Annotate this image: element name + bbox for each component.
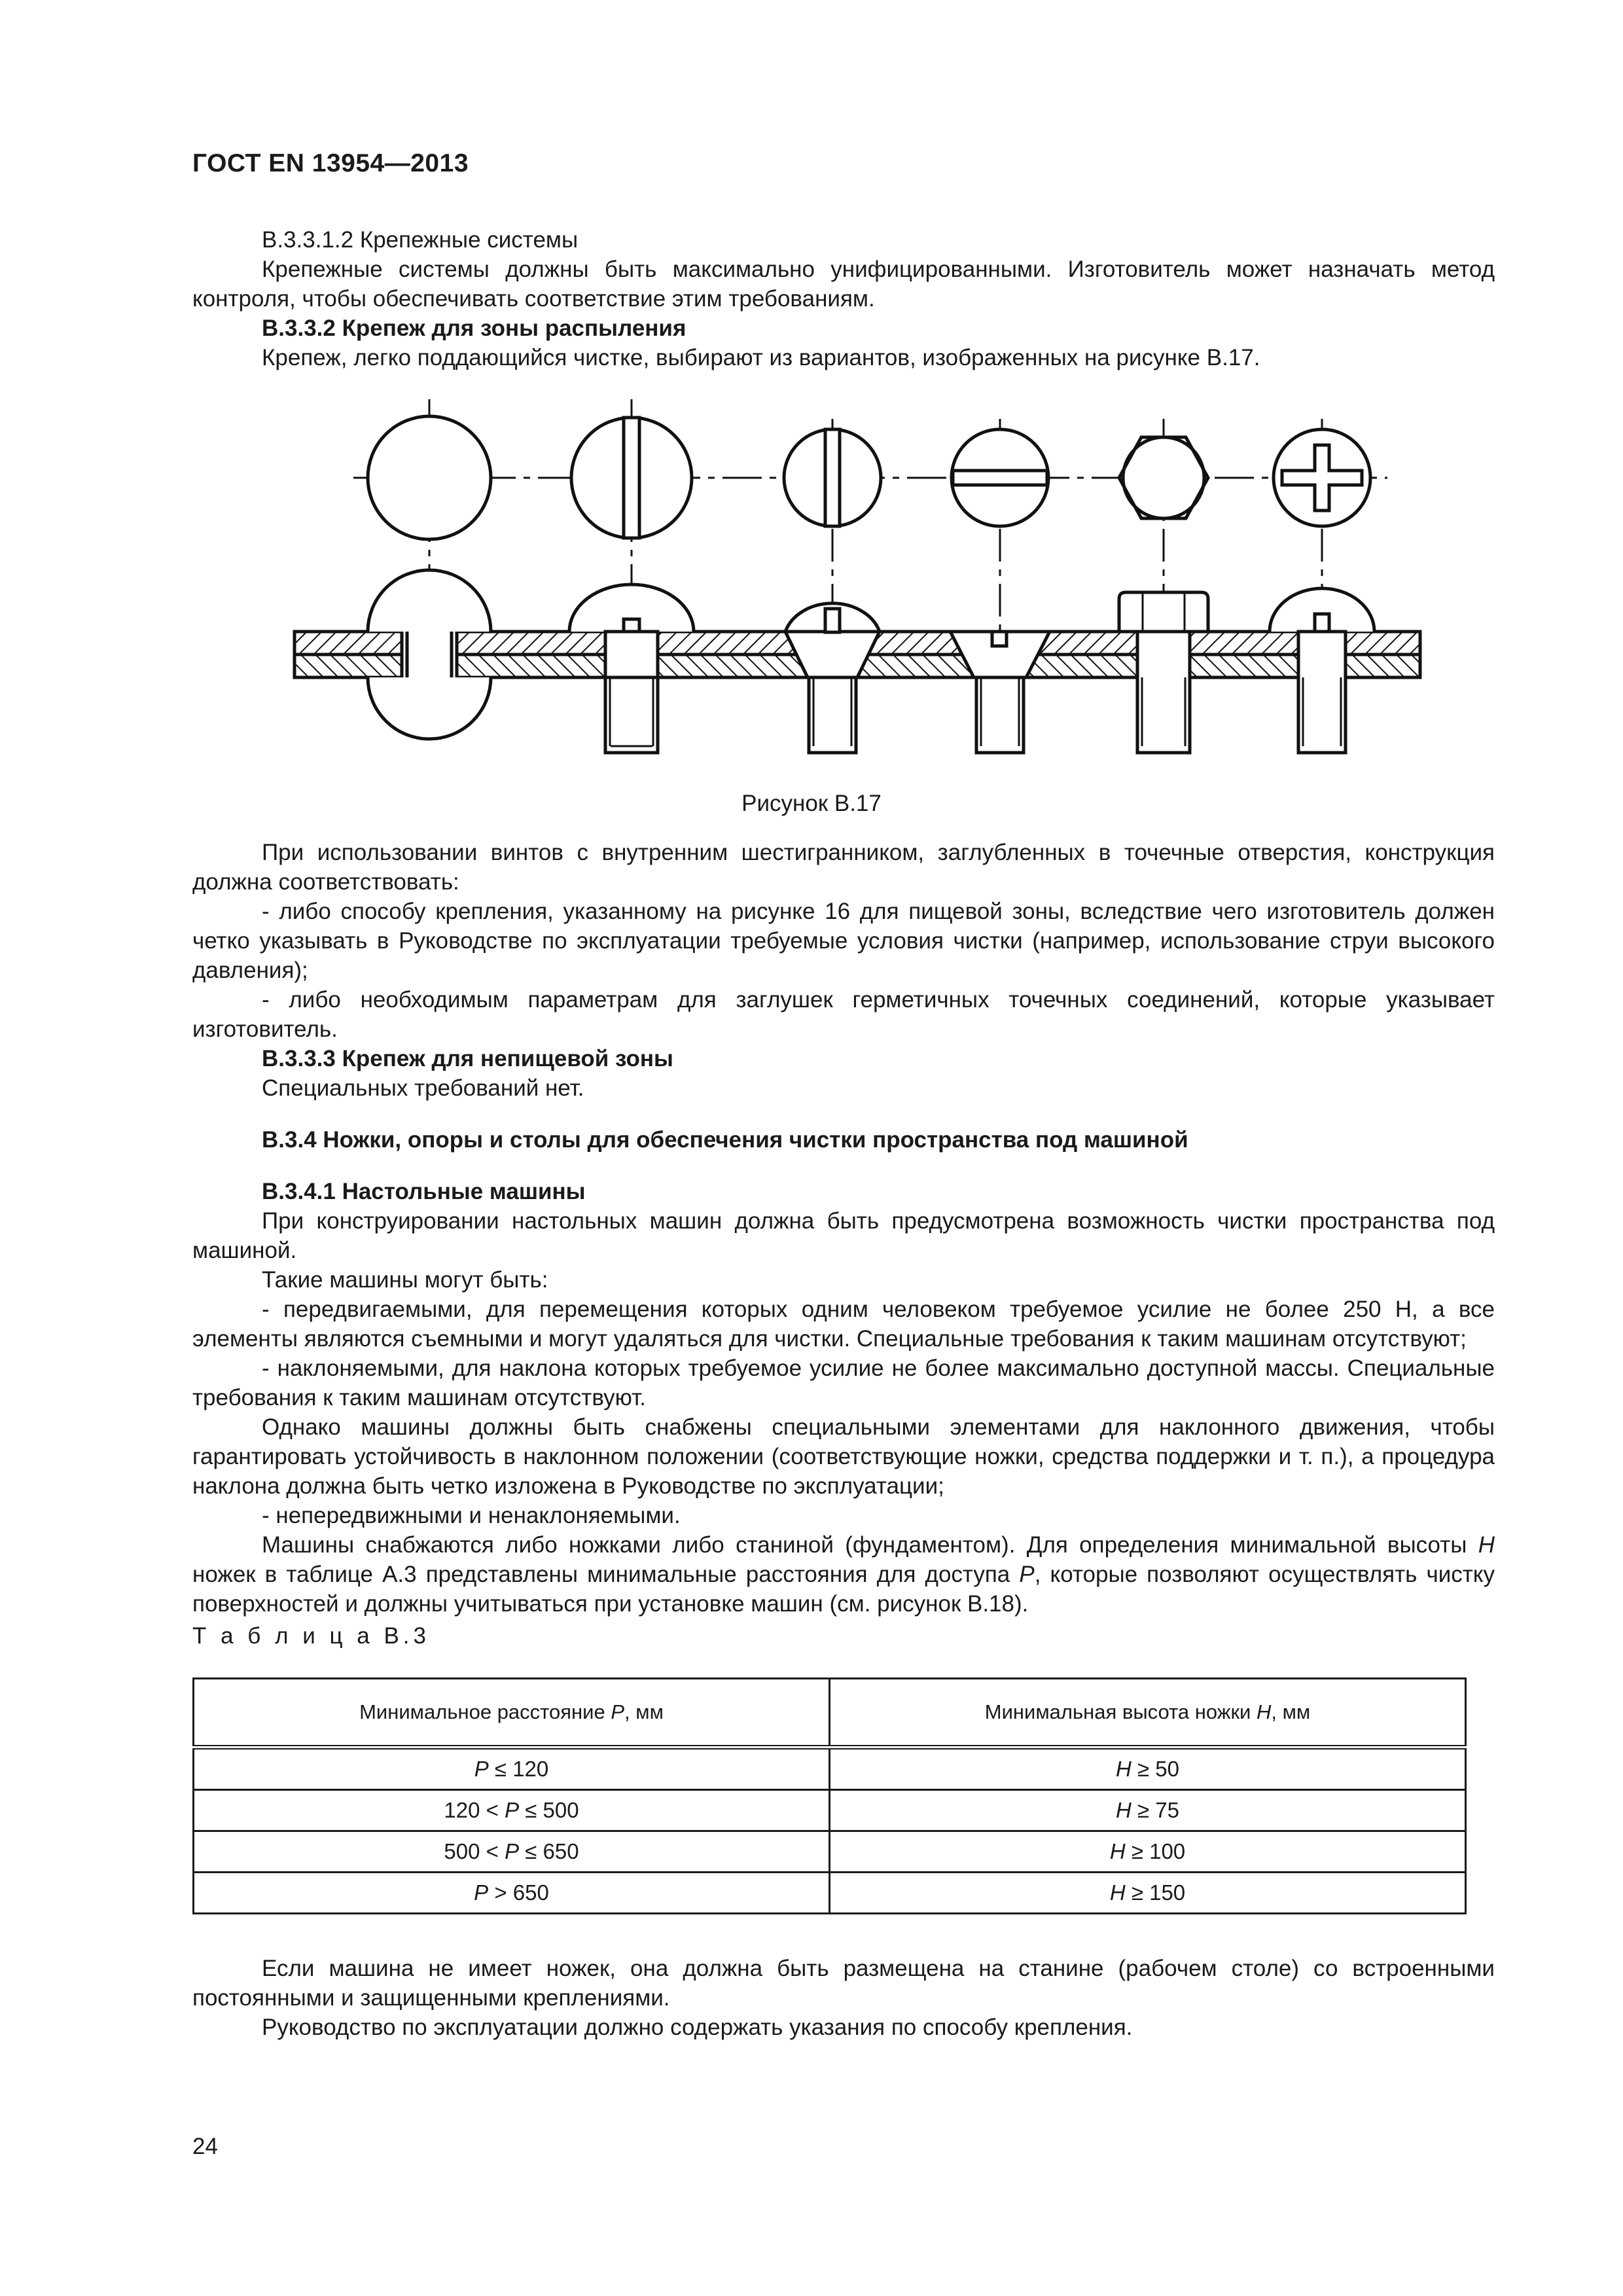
text-run: , мм	[624, 1700, 664, 1723]
variable-p: P	[474, 1757, 489, 1781]
text-run: ≤ 500	[519, 1798, 579, 1822]
paragraph: Специальных требований нет.	[262, 1075, 584, 1101]
variable-h: H	[1116, 1757, 1132, 1781]
table-cell	[830, 1873, 1466, 1914]
section-heading-b333: В.3.3.3 Крепеж для непищевой зоны	[262, 1046, 673, 1071]
table-cell	[194, 1831, 830, 1873]
variable-p: P	[611, 1700, 625, 1723]
section-heading-b34: В.3.4 Ножки, опоры и столы для обеспечения чистки пространства под машиной	[262, 1127, 1188, 1153]
text-run: , которые позволяют осуществлять чистку поверхностей и должны учитываться при установке машин (см. рисунок В.18).	[192, 1562, 1495, 1617]
variable-h: H	[1478, 1532, 1495, 1558]
table-cell	[194, 1748, 830, 1790]
paragraph-b332: Крепеж, легко поддающийся чистке, выбирают из вариантов, изображенных на рисунке В.17.	[262, 345, 1260, 370]
paragraph: Руководство по эксплуатации должно содержать указания по способу крепления.	[262, 2015, 1133, 2040]
text-run: > 650	[488, 1880, 549, 1905]
table-cell	[830, 1831, 1466, 1873]
figure-b17-fasteners	[262, 380, 1427, 798]
text-run: ножек в таблице А.3 представлены минимальные расстояния для доступа	[192, 1562, 1020, 1587]
body-text	[192, 838, 1495, 1619]
variable-p: P	[505, 1839, 520, 1863]
variable-h: H	[1109, 1839, 1126, 1863]
text-run: 500 <	[444, 1839, 505, 1863]
text-run: ≥ 75	[1131, 1798, 1179, 1822]
variable-p: P	[474, 1880, 489, 1905]
table-row	[194, 1748, 1466, 1790]
variable-h: H	[1256, 1700, 1272, 1723]
section-heading-b332: В.3.3.2 Крепеж для зоны распыления	[262, 315, 687, 341]
list-item: - либо необходимым параметрам для заглушек герметичных точечных соединений, которые указывает изготовитель.	[192, 987, 1495, 1042]
closing-text	[192, 1954, 1495, 2042]
text-run: ≥ 100	[1125, 1839, 1186, 1863]
table-row	[194, 1790, 1466, 1831]
variable-h: H	[1109, 1880, 1126, 1905]
table-cell	[194, 1873, 830, 1914]
table-header-height	[830, 1679, 1466, 1748]
text-run: ≤ 650	[519, 1839, 579, 1863]
text-run: Машины снабжаются либо ножками либо станиной (фундаментом). Для определения минимальной высоты	[262, 1532, 1478, 1558]
paragraph: Однако машины должны быть снабжены специальными элементами для наклонного движения, чтобы гарантировать устойчивость в наклонном положении (соответствующие ножки, средства поддержки и т. п.), а процедура наклона должна быть четко изложена в Руководстве по эксплуатации;	[192, 1414, 1495, 1499]
list-item: - наклоняемыми, для наклона которых требуемое усилие не более максимально доступной массы. Специальные требования к таким машинам отсутствуют.	[192, 1355, 1495, 1410]
section-heading-b341: В.3.4.1 Настольные машины	[262, 1179, 586, 1204]
section-heading-b3312: В.3.3.1.2 Крепежные системы	[262, 227, 579, 253]
text-run: ≥ 50	[1131, 1757, 1179, 1781]
list-item: - передвигаемыми, для перемещения которых одним человеком требуемое усилие не более 250 Н, а все элементы являются съемными и могут удаляться для чистки. Специальные требования к таким машинам отсутствуют;	[192, 1297, 1495, 1352]
text-run: ≤ 120	[488, 1757, 549, 1781]
table-title: Т а б л и ц а В.3	[192, 1623, 430, 1649]
table-cell	[194, 1790, 830, 1831]
table-row	[194, 1831, 1466, 1873]
text-run: Минимальное расстояние	[359, 1700, 611, 1723]
paragraph-b3312: Крепежные системы должны быть максимально унифицированными. Изготовитель может назначать метод контроля, чтобы обеспечивать соответствие этим требованиям.	[192, 257, 1495, 312]
list-item: - либо способу крепления, указанному на рисунке 16 для пищевой зоны, вследствие чего изготовитель должен четко указывать в Руководстве по эксплуатации требуемые условия чистки (например, использование струи высокого давления);	[192, 899, 1495, 983]
paragraph: Такие машины могут быть:	[262, 1267, 548, 1293]
table-cell	[830, 1748, 1466, 1790]
section-fastening-systems	[192, 225, 1495, 372]
page-number: 24	[192, 2134, 218, 2159]
text-run: ≥ 150	[1125, 1880, 1186, 1905]
table-header-distance	[194, 1679, 830, 1748]
paragraph: При использовании винтов с внутренним шестигранником, заглубленных в точечные отверстия, конструкция должна соответствовать:	[192, 840, 1495, 895]
table-row	[194, 1873, 1466, 1914]
figure-caption: Рисунок В.17	[741, 791, 882, 816]
document-header: ГОСТ EN 13954—2013	[192, 149, 469, 177]
variable-p: P	[1019, 1562, 1035, 1587]
text-run: Минимальная высота ножки	[984, 1700, 1257, 1723]
variable-h: H	[1116, 1798, 1132, 1822]
list-item: - непередвижными и ненаклоняемыми.	[262, 1503, 681, 1528]
text-run: , мм	[1271, 1700, 1311, 1723]
paragraph	[192, 1530, 1495, 1619]
variable-p: P	[505, 1798, 520, 1822]
table-cell	[830, 1790, 1466, 1831]
text-run: 120 <	[444, 1798, 505, 1822]
paragraph: Если машина не имеет ножек, она должна быть размещена на станине (рабочем столе) со встроенными постоянными и защищенными креплениями.	[192, 1956, 1495, 2011]
table-b3	[192, 1677, 1467, 1914]
paragraph: При конструировании настольных машин должна быть предусмотрена возможность чистки пространства под машиной.	[192, 1208, 1495, 1263]
